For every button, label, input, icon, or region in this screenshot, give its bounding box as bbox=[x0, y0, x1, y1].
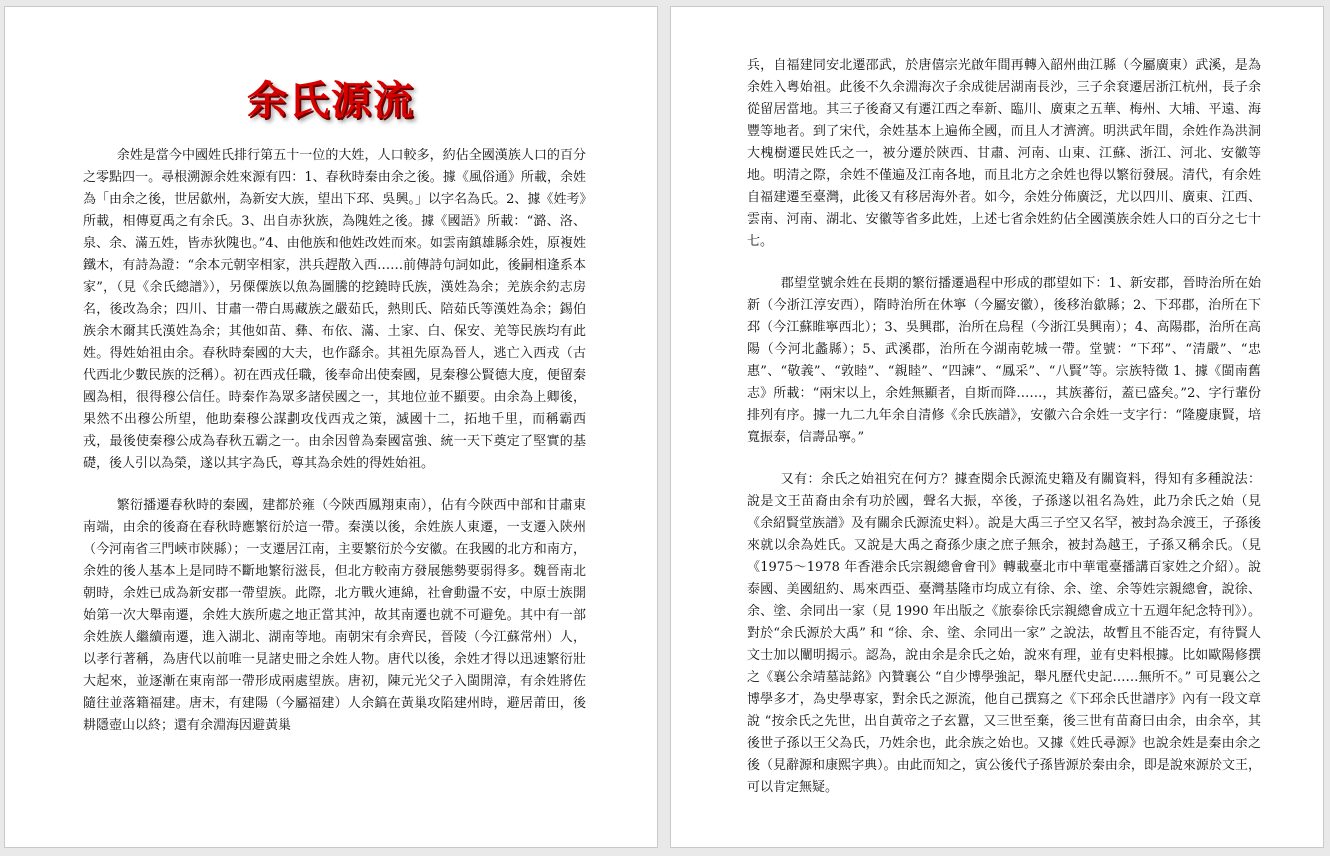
right-page-body bbox=[747, 55, 1261, 819]
left-page-body bbox=[83, 145, 586, 757]
paragraph-migration-continued: 兵，自福建同安北遷邵武，於唐僖宗光啟年間再轉入韶州曲江縣（今屬廣東）武溪，是為余姓入粵始祖。此後不久余淵海次子余成徙居湖南長沙，三子余袞遷居浙江杭州，長子余從留居當地。其三子後裔又有遷江西之奉新、臨川、廣東之五華、梅州、大埔、平遠、海豐等地者。到了宋代，余姓基本上遍佈全國，而且人才濟濟。明洪武年間，余姓作為洪洞大槐樹遷民姓氏之一，被分遷於陝西、甘肅、河南、山東、江蘇、浙江、河北、安徽等地。明清之際，余姓不僅遍及江南各地，而且北方之余姓也得以繁衍發展。清代，有余姓自福建遷至臺灣，此後又有移居海外者。如今，余姓分佈廣泛，尤以四川、廣東、江西、雲南、河南、湖北、安徽等省多此姓，上述七省余姓約佔全國漢族余姓人口的百分之七十七。 bbox=[747, 58, 1261, 249]
paragraph-origin: 余姓是當今中國姓氏排行第五十一位的大姓，人口較多，約佔全國漢族人口的百分之零點四一。尋根溯源余姓來源有四：1、春秋時秦由余之後。據《風俗通》所載，余姓為「由余之後，世居歙州，為新安大族，望出下邳、吳興。」以字名為氏。2、據《姓考》所載，相傳夏禹之有余氏。3、出自赤狄族，為隗姓之後。據《國語》所載：“潞、洛、泉、余、滿五姓，皆赤狄隗也。”4、由他族和他姓改姓而來。如雲南鎮雄縣余姓，原複姓鐵木，有詩為證：“余本元朝宰相家，洪兵趕散入西……前傳詩句詞如此，後嗣相逢系本家”，（見《余氏總譜》），另傈僳族以魚為圖騰的挖鐃時氏族，漢姓為余；羌族余約志房名，後改為余；四川、甘肅一帶白馬藏族之嚴茹氏，熱則氏、陪茹氏等漢姓為余；錫伯族余木爾其氏漢姓為余；其他如苗、彝、布依、滿、土家、白、保安、羌等民族均有此姓。得姓始祖由余。春秋時秦國的大夫，也作繇余。其祖先原為晉人，逃亡入西戎（古代西北少數民族的泛稱）。初在西戎任職，後奉命出使秦國，見秦穆公賢德大度，便留秦國為相，很得穆公信任。時秦作為眾多諸侯國之一，其地位並不顯要。由余為上卿後，果然不出穆公所望，他助秦穆公謀劃攻伐西戎之策，滅國十二，拓地千里，而稱霸西戎，最後使秦穆公成為春秋五霸之一。由余因曾為秦國富強、統一天下奠定了堅實的基礎，後人引以為榮，遂以其字為氏，尊其為余姓的得姓始祖。 bbox=[83, 148, 586, 471]
paragraph-ancestor-theories: 又有：余氏之始祖究在何方？據查閱余氏源流史籍及有關資料，得知有多種說法：說是文王苗裔由余有功於國，聲名大振，卒後，子孫遂以祖名為姓，此乃余氏之始（見《余紹賢堂族譜》及有關余氏源流史料）。說是大禹三子空又名罕，被封為余渡王，子孫後來就以余為姓氏。又說是大禹之裔孫少康之庶子無余，被封為越王，子孫又稱余氏。（見《1975～1978 年香港余氏宗親總會會刊》轉載臺北市中華電臺播講百家姓之介紹）。說泰國、美國紐約、馬來西亞、臺灣基隆市均成立有徐、余、塗、余等姓宗親總會，說徐、余、塗、余同出一家（見 1990 年出版之《旅泰徐氏宗親總會成立十五週年紀念特刊》）。對於“余氏源於大禹” 和 “徐、余、塗、余同出一家” 之說法，故暫且不能否定，有待賢人文士加以闡明揭示。認為，說由余是余氏之始，說來有理，並有史料根據。比如歐陽修撰之《襄公余靖墓誌銘》內贊襄公 “自少博學強記，舉凡歷代史記……無所不。” 可見襄公之博學多才，為史學專家，對余氏之源流，他自己撰寫之《下邳余氏世譜序》內有一段文章說 “按余氏之先世，出自黃帝之子玄囂，又三世至棄，後三世有苗裔曰由余，由余卒，其後世子孫以王父為氏，乃姓余也，此余族之始也。又據《姓氏尋源》也說余姓是秦由余之後（見辭源和康熙字典）。由此而知之，寅公後代子孫皆源於秦由余，即是說來源於文王，可以肯定無疑。 bbox=[747, 472, 1261, 795]
paragraph-migration: 繁衍播遷春秋時的秦國，建都於雍（今陝西鳳翔東南），佔有今陝西中部和甘肅東南端，由余的後裔在春秋時應繁衍於這一帶。秦漢以後，余姓族人東遷，一支遷入陝州（今河南省三門峽市陝縣）；一支遷居江南，主要繁衍於今安徽。在我國的北方和南方，余姓的後人基本上是同時不斷地繁衍滋長，但北方較南方發展態勢要弱得多。魏晉南北朝時，余姓已成為新安郡一帶望族。此際，北方戰火連綿，社會動盪不安，中原士族開始第一次大舉南遷，余姓大族所處之地正當其沖，故其南遷也就不可避免。其中有一部余姓族人繼續南遷，進入湖北、湖南等地。南朝宋有余齊民，晉陵（今江蘇常州）人，以孝行著稱，為唐代以前唯一見諸史冊之余姓人物。唐代以後，余姓才得以迅速繁衍壯大起來，並逐漸在東南部一帶形成兩處望族。唐初，陳元光父子入閩開漳，有余姓將佐隨往並落籍福建。唐末，有建陽（今屬福建）人余鎬在黃巢攻陷建州時，避居莆田，後耕隱壺山以終；還有余淵海因避黃巢 bbox=[83, 498, 586, 733]
paragraph-commanderies: 郡望堂號余姓在長期的繁衍播遷過程中形成的郡望如下：1、新安郡，晉時治所在始新（今浙江淳安西），隋時治所在休寧（今屬安徽），後移治歙縣；2、下邳郡，治所在下邳（今江蘇睢寧西北）；3、吳興郡，治所在烏程（今浙江吳興南）；4、高陽郡，治所在高陽（今河北蠡縣）；5、武溪郡，治所在今湖南乾城一帶。堂號：“下邳”、“清嚴”、“忠惠”、“敬義”、“敦睦”、“親睦”、“四諫”、“鳳采”、“八賢”等。宗族特徵 1、據《閩南舊志》所載：“兩宋以上，余姓無顯者，自斯而降……，其族蕃衍，蓋已盛矣。”2、字行輩份排列有序。據一九二九年余自清修《余氏族譜》，安徽六合余姓一支字行：“隆慶康賢，培寬振泰，信壽品寧。” bbox=[747, 276, 1261, 445]
right-page bbox=[670, 6, 1324, 848]
left-page bbox=[4, 6, 658, 848]
page-title: 余氏源流 bbox=[247, 78, 415, 124]
